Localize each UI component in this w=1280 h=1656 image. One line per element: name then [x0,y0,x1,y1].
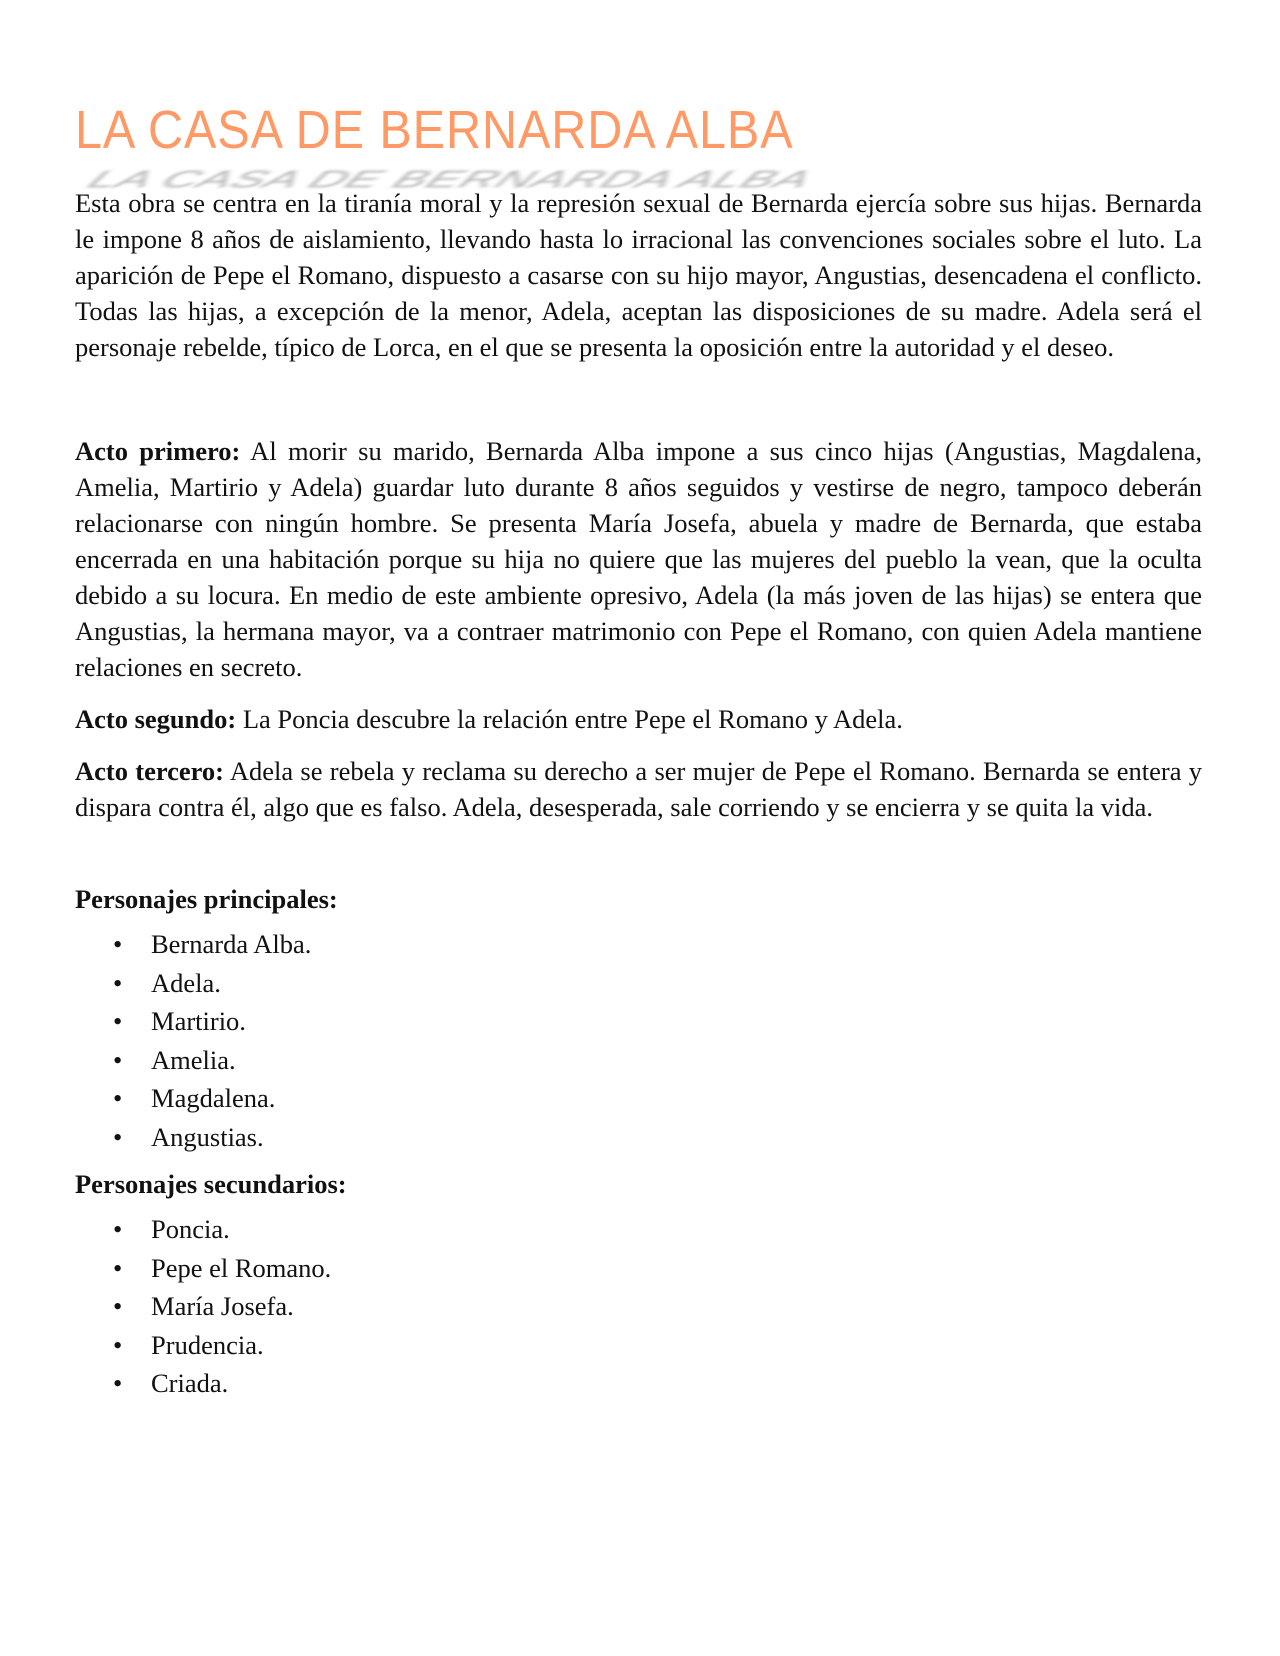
list-item: • Poncia. [151,1210,1202,1249]
title-block [75,95,1202,193]
act-text: La Poncia descubre la relación entre Pepe el Romano y Adela. [236,704,903,734]
list-item: • Amelia. [151,1041,1202,1080]
list-item: • Pepe el Romano. [151,1249,1202,1288]
list-item: • Magdalena. [151,1079,1202,1118]
act-third [75,753,1202,825]
secondary-characters-heading: Personajes secundarios: [75,1169,347,1199]
act-text: Adela se rebela y reclama su derecho a ser mujer de Pepe el Romano. Bernarda se entera y dispara contra él, algo que es falso. Adela, desesperada, sale corriendo y se encierra y se quita la vida. [75,756,1202,822]
list-item: • Criada. [151,1364,1202,1403]
act-first [75,433,1202,685]
secondary-characters-list [75,1210,1202,1403]
act-label: Acto tercero: [75,756,225,786]
page-title: LA CASA DE BERNARDA ALBA [75,100,794,160]
main-characters-list [75,925,1202,1156]
main-characters-heading: Personajes principales: [75,884,338,914]
title-shadow: LA CASA DE BERNARDA ALBA [77,165,825,193]
act-label: Acto primero: [75,436,241,466]
list-item: • María Josefa. [151,1287,1202,1326]
list-item: • Bernarda Alba. [151,925,1202,964]
list-item: • Prudencia. [151,1326,1202,1365]
act-text: Al morir su marido, Bernarda Alba impone a sus cinco hijas (Angustias, Magdalena, Amelia, Martirio y Adela) guardar luto durante 8 años seguidos y vestirse de negro, tampoco deberán relacionarse con ningún hombre. Se presenta María Josefa, abuela y madre de Bernarda, que estaba encerrada en una habitación porque su hija no quiere que las mujeres del pueblo la vean, que la oculta debido a su locura. En medio de este ambiente opresivo, Adela (la más joven de las hijas) se entera que Angustias, la hermana mayor, va a contraer matrimonio con Pepe el Romano, con quien Adela mantiene relaciones en secreto. [75,436,1203,682]
list-item: • Adela. [151,964,1202,1003]
list-item: • Angustias. [151,1118,1202,1157]
act-label: Acto segundo: [75,704,237,734]
intro-paragraph: Esta obra se centra en la tiranía moral y la represión sexual de Bernarda ejercía sobre sus hijas. Bernarda le impone 8 años de aislamiento, llevando hasta lo irracional las convenciones sociales sobre el luto. La aparición de Pepe el Romano, dispuesto a casarse con su hijo mayor, Angustias, desencadena el conflicto. Todas las hijas, a excepción de la menor, Adela, aceptan las disposiciones de su madre. Adela será el personaje rebelde, típico de Lorca, en el que se presenta la oposición entre la autoridad y el deseo. [75,188,1202,362]
list-item: • Martirio. [151,1002,1202,1041]
document-page [75,95,1202,1413]
act-second [75,701,1202,737]
